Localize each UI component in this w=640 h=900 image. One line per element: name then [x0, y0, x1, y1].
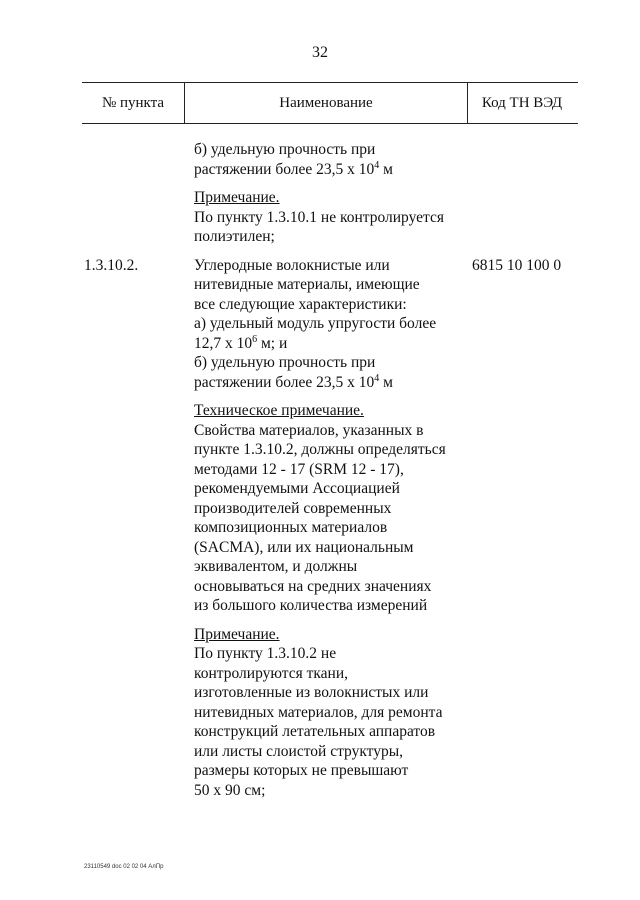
table-header — [82, 82, 578, 124]
table-row-continuation — [84, 140, 574, 247]
note-title: Примечание. — [194, 189, 280, 206]
column-header-name: Наименование — [184, 83, 468, 123]
strength-requirement — [194, 140, 474, 179]
table-body — [84, 140, 574, 809]
modulus-requirement — [194, 314, 474, 353]
modulus-exponent: 6 — [252, 333, 258, 345]
page-number: 32 — [312, 44, 328, 61]
note-title: Примечание. — [194, 625, 280, 643]
technical-note-title: Техническое примечание. — [194, 402, 364, 419]
row-name-cell — [194, 256, 474, 801]
technical-note-block — [194, 401, 474, 616]
table-row-1-3-10-2 — [84, 256, 574, 801]
note-block — [194, 188, 474, 247]
note-block — [194, 625, 474, 801]
strength-requirement — [194, 353, 474, 392]
column-header-number: № пункта — [101, 95, 165, 111]
modulus-unit: м; и — [257, 334, 288, 352]
technical-note-text: Свойства материалов, указанных в пункте 1.3.10.2, должны определяться методами 12 - 17 (SRM 12 - 17), рекомендуемыми Ассоциацией производителей современных композиционных материалов (SACMA), или их национальным эквивалентом, и должны основываться на средних значениях из большого количества измерений — [194, 421, 446, 614]
row-number: 1.3.10.2. — [84, 256, 139, 274]
strength-text: б) удельную прочность при растяжении более 23,5 x 10 — [194, 354, 376, 391]
strength-exponent: 4 — [374, 372, 380, 384]
document-footer: 23110549 doc 02 02 04 АлПр — [84, 864, 164, 870]
strength-unit: м — [379, 373, 393, 391]
strength-unit: м — [379, 160, 393, 178]
column-header-code: Код ТН ВЭД — [481, 95, 563, 111]
modulus-text: а) удельный модуль упругости более 12,7 x 10 — [194, 315, 437, 352]
row-intro: Углеродные волокнистые или нитевидные материалы, имеющие все следующие характеристики: — [194, 256, 420, 313]
note-text: По пункту 1.3.10.2 не контролируются ткани, изготовленные из волокнистых или нитевидных материалов, для ремонта конструкций летательных аппаратов или листы слоистой структуры, размеры которых не превышают 50 x 90 см; — [194, 645, 443, 799]
strength-text: б) удельную прочность при растяжении более 23,5 x 10 — [194, 141, 376, 178]
row-name-cell — [194, 140, 474, 247]
note-text: По пункту 1.3.10.1 не контролируется полиэтилен; — [194, 208, 444, 245]
strength-exponent: 4 — [374, 159, 380, 171]
row-code: 6815 10 100 0 — [472, 256, 562, 274]
